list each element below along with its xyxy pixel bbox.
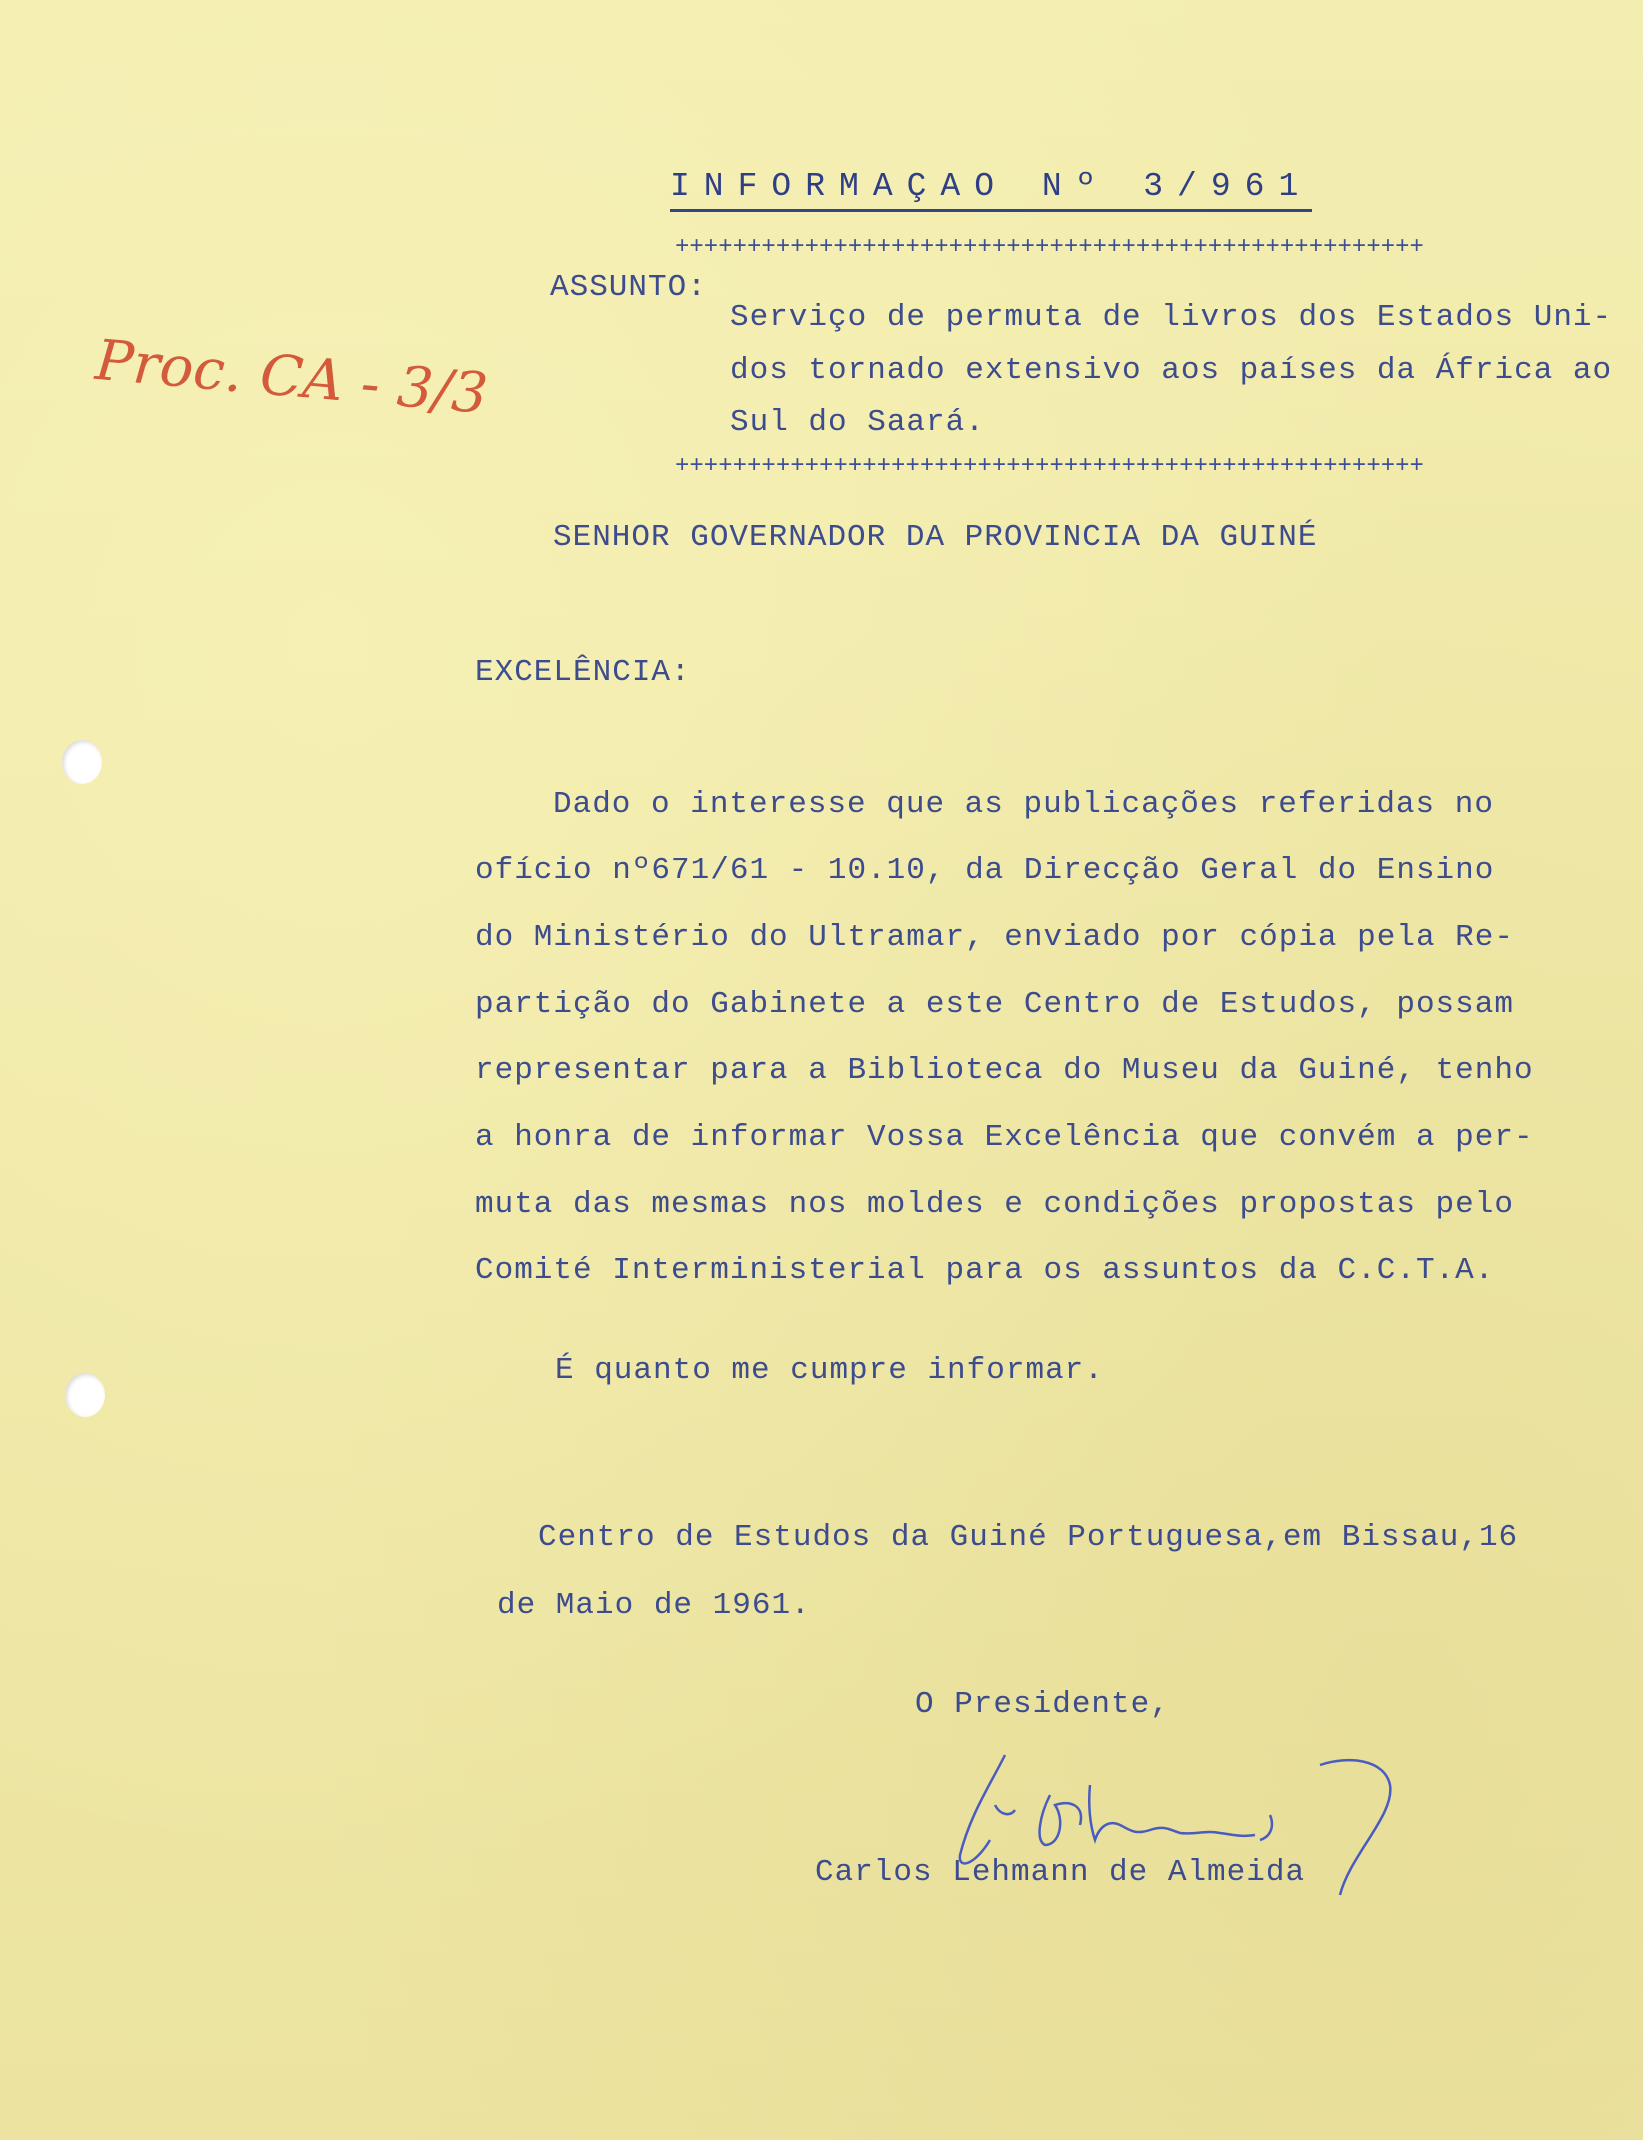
closing-line: É quanto me cumpre informar. xyxy=(555,1353,1104,1388)
document-title: INFORMAÇAO Nº 3/961 xyxy=(670,168,1312,212)
signoff: O Presidente, xyxy=(915,1687,1170,1722)
body-line: Comité Interministerial para os assuntos da C.C.T.A. xyxy=(475,1253,1495,1288)
separator-top: ++++++++++++++++++++++++++++++++++++++++++++++++++++ xyxy=(675,234,1424,261)
punch-hole xyxy=(62,740,102,784)
place-date-line: de Maio de 1961. xyxy=(497,1588,811,1623)
body-line: Dado o interesse que as publicações referidas no xyxy=(553,787,1494,822)
signatory-name: Carlos Lehmann de Almeida xyxy=(815,1855,1306,1890)
addressee: SENHOR GOVERNADOR DA PROVINCIA DA GUINÉ xyxy=(553,520,1318,555)
body-line: partição do Gabinete a este Centro de Estudos, possam xyxy=(475,987,1514,1022)
subject-label: ASSUNTO: xyxy=(550,270,707,305)
handwritten-signature xyxy=(920,1745,1420,1920)
margin-note-red-pencil: Proc. CA - 3/3 xyxy=(92,327,491,428)
subject-line: dos tornado extensivo aos países da África ao xyxy=(730,353,1613,388)
place-date-line: Centro de Estudos da Guiné Portuguesa,em Bissau,16 xyxy=(538,1520,1519,1555)
punch-hole xyxy=(65,1373,105,1417)
separator-bottom: ++++++++++++++++++++++++++++++++++++++++++++++++++++ xyxy=(675,453,1424,480)
body-line: representar para a Biblioteca do Museu da Guiné, tenho xyxy=(475,1053,1534,1088)
salutation: EXCELÊNCIA: xyxy=(475,655,691,690)
subject-line: Sul do Saará. xyxy=(730,405,985,440)
body-line: a honra de informar Vossa Excelência que convém a per- xyxy=(475,1120,1534,1155)
body-line: muta das mesmas nos moldes e condições propostas pelo xyxy=(475,1187,1514,1222)
body-line: do Ministério do Ultramar, enviado por cópia pela Re- xyxy=(475,920,1514,955)
subject-line: Serviço de permuta de livros dos Estados Uni- xyxy=(730,300,1613,335)
body-line: ofício nº671/61 - 10.10, da Direcção Geral do Ensino xyxy=(475,853,1495,888)
